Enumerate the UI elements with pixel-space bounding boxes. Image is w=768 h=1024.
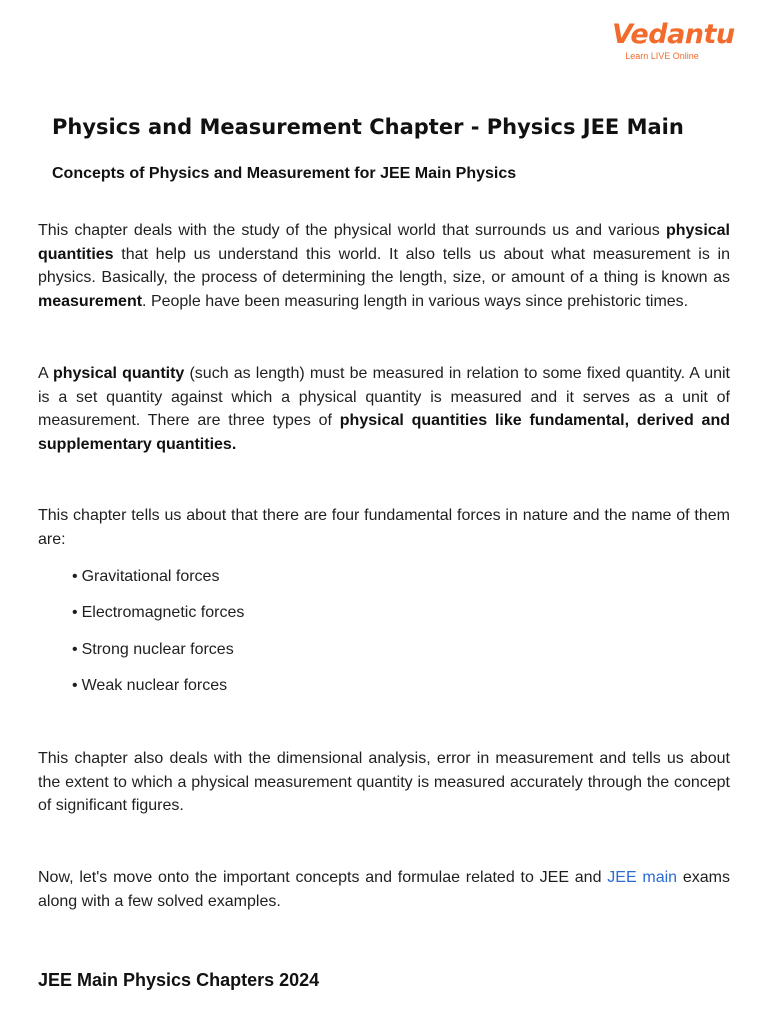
- list-item-label: Strong nuclear forces: [81, 640, 234, 658]
- bullet-icon: •: [72, 604, 78, 622]
- paragraph-dimensional-analysis: This chapter also deals with the dimensional analysis, error in measurement and tells us about the extent to which a physical measurement quantity is measured accurately through the concept of significant figures.: [38, 750, 730, 814]
- text: exams along with a few solved examples.: [38, 869, 730, 910]
- list-item: [72, 639, 244, 675]
- forces-list: [72, 566, 244, 711]
- bullet-icon: •: [72, 568, 78, 585]
- bullet-icon: •: [72, 676, 78, 694]
- text: A: [38, 365, 53, 382]
- jee-main-link[interactable]: JEE main: [607, 869, 678, 886]
- section-heading: JEE Main Physics Chapters 2024: [38, 970, 320, 990]
- bold-text: physical quantity: [52, 365, 185, 382]
- page-subtitle: Concepts of Physics and Measurement for JEE Main Physics: [52, 165, 517, 182]
- list-item: [72, 675, 244, 711]
- text: that help us understand this world. It also tells us about what measurement is in physics. Basically, the process of determining the length, size, or amount of a thing is known as: [38, 245, 730, 286]
- bullet-icon: •: [72, 640, 78, 658]
- text: This chapter deals with the study of the physical world that surrounds us and various: [38, 222, 666, 239]
- paragraph-forces-intro: This chapter tells us about that there are four fundamental forces in nature and the name of them are:: [38, 507, 730, 548]
- paragraph-intro: [38, 219, 730, 313]
- paragraph-physical-quantity: [38, 362, 730, 456]
- logo-brand: Vedantu: [612, 19, 735, 50]
- page-title: Physics and Measurement Chapter - Physics JEE Main: [52, 115, 684, 139]
- paragraph-next-steps: [38, 866, 730, 913]
- list-item: [72, 602, 244, 638]
- list-item: [72, 566, 244, 602]
- list-item-label: Weak nuclear forces: [81, 676, 228, 694]
- vedantu-logo: [612, 19, 735, 62]
- bold-text: physical quantities: [38, 222, 730, 263]
- list-item-label: Electromagnetic forces: [81, 604, 245, 622]
- text: Now, let's move onto the important concepts and formulae related to JEE and: [38, 869, 608, 886]
- bold-text: measurement: [38, 292, 143, 310]
- logo-tagline: Learn LIVE Online: [625, 51, 699, 61]
- text: (such as length) must be measured in relation to some fixed quantity. A unit is a set quantity against which a physical quantity is measured and it serves as a unit of measurement. There are three types of: [38, 365, 730, 429]
- text: . People have been measuring length in various ways since prehistoric times.: [142, 292, 689, 310]
- list-item-label: Gravitational forces: [81, 568, 220, 585]
- bold-text: physical quantities like fundamental, derived and supplementary quantities.: [38, 412, 731, 453]
